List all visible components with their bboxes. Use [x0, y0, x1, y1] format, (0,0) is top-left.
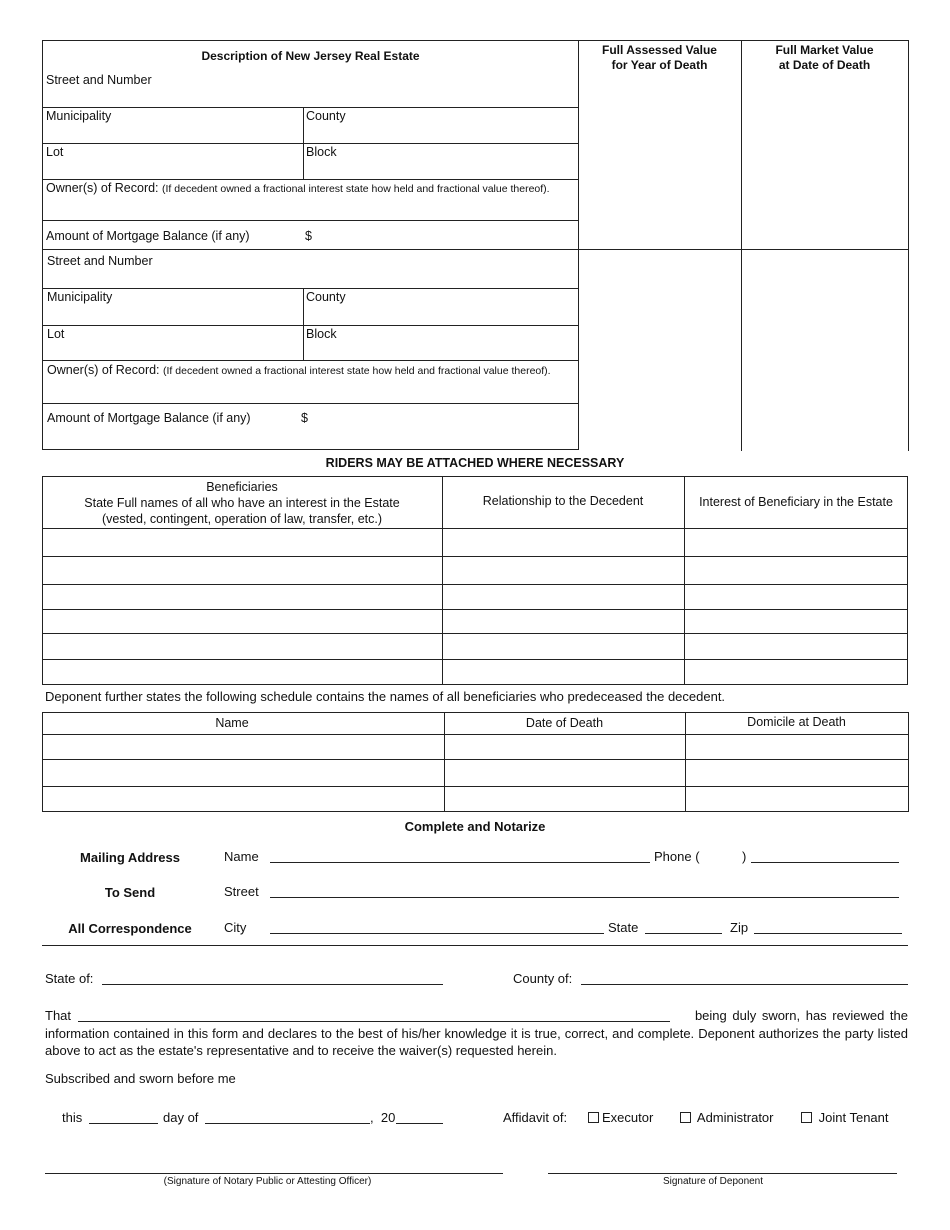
joint-tenant-option[interactable] — [801, 1110, 889, 1125]
market-value-header: Full Market Value at Date of Death — [775, 43, 874, 72]
joint-tenant-checkbox[interactable] — [801, 1112, 812, 1123]
executor-checkbox[interactable] — [588, 1112, 599, 1123]
name-header: Name — [215, 716, 249, 730]
administrator-option[interactable] — [680, 1110, 773, 1125]
phone-label: Phone ( — [654, 849, 700, 864]
year-field[interactable] — [396, 1123, 443, 1124]
assessed-value-header: Full Assessed Value for Year of Death — [602, 43, 717, 72]
section-divider — [42, 945, 908, 946]
mailing-zip-label: Zip — [730, 920, 749, 935]
mortgage-label-1: Amount of Mortgage Balance (if any) — [46, 229, 250, 243]
riders-title: RIDERS MAY BE ATTACHED WHERE NECESSARY — [325, 456, 625, 470]
year-prefix: , 20 — [370, 1110, 396, 1125]
mortgage-dollar-2: $ — [301, 411, 308, 425]
mailing-state-label: State — [608, 920, 639, 935]
notary-signature-label: (Signature of Notary Public or Attesting Officer) — [163, 1176, 372, 1187]
mailing-street-label: Street — [224, 884, 259, 899]
affidavit-of-label: Affidavit of: — [503, 1110, 568, 1125]
day-of-label: day of — [163, 1110, 199, 1125]
owner-note-2: (If decedent owned a fractional interest state how held and fractional value thereof). — [163, 365, 551, 377]
county-label-1: County — [306, 109, 346, 123]
relationship-header: Relationship to the Decedent — [482, 494, 644, 508]
owner-label-1: Owner(s) of Record: — [46, 181, 159, 195]
that-label: That — [45, 1008, 72, 1023]
beneficiaries-sub1: State Full names of all who have an interest in the Estate — [84, 496, 400, 510]
owner-note-1: (If decedent owned a fractional interest state how held and fractional value thereof). — [162, 183, 550, 195]
all-correspondence-label: All Correspondence — [68, 921, 192, 936]
executor-option[interactable] — [588, 1110, 653, 1125]
mailing-address-label: Mailing Address — [80, 850, 180, 865]
mailing-state-field[interactable] — [645, 933, 722, 934]
block-label-1: Block — [306, 145, 337, 159]
this-label: this — [62, 1110, 83, 1125]
mailing-name-field[interactable] — [270, 862, 650, 863]
lot-label-2: Lot — [47, 327, 65, 341]
mailing-city-label: City — [224, 920, 247, 935]
executor-label: Executor — [602, 1110, 654, 1125]
joint-tenant-label: Joint Tenant — [818, 1110, 889, 1125]
mailing-street-field[interactable] — [270, 897, 899, 898]
street-label-2: Street and Number — [47, 254, 153, 268]
predeceased-statement: Deponent further states the following schedule contains the names of all beneficiaries who predeceased the decedent. — [45, 689, 726, 704]
day-field[interactable] — [89, 1123, 158, 1124]
administrator-label: Administrator — [696, 1110, 774, 1125]
beneficiaries-title: Beneficiaries — [206, 480, 278, 494]
state-of-field[interactable] — [102, 984, 443, 985]
deponent-signature-label: Signature of Deponent — [662, 1176, 764, 1187]
notary-signature-line[interactable] — [45, 1173, 503, 1174]
municipality-label-1: Municipality — [46, 109, 112, 123]
lot-label-1: Lot — [46, 145, 64, 159]
county-of-field[interactable] — [581, 984, 908, 985]
mailing-city-field[interactable] — [270, 933, 604, 934]
real-estate-heading: Description of New Jersey Real Estate — [201, 49, 420, 63]
beneficiaries-header — [42, 479, 442, 527]
mortgage-label-2: Amount of Mortgage Balance (if any) — [47, 411, 251, 425]
subscribed-label: Subscribed and sworn before me — [45, 1071, 236, 1086]
county-label-2: County — [306, 290, 346, 304]
to-send-label: To Send — [104, 885, 156, 900]
administrator-checkbox[interactable] — [680, 1112, 691, 1123]
block-label-2: Block — [306, 327, 337, 341]
mailing-name-label: Name — [224, 849, 259, 864]
interest-header: Interest of Beneficiary in the Estate — [699, 495, 893, 509]
sworn-tail: being duly sworn, has reviewed the — [694, 1008, 908, 1023]
owner-record-1 — [46, 181, 550, 195]
beneficiaries-sub2: (vested, contingent, operation of law, transfer, etc.) — [101, 512, 383, 526]
affidavit-paragraph: information contained in this form and declares to the best of his/her knowledge it is true, correct, and complete. Deponent authorizes the party listed above to act as the estate's representative and to receive the waiver(s) requested herein. — [45, 1026, 908, 1058]
domicile-header: Domicile at Death — [747, 715, 846, 729]
state-of-label: State of: — [45, 971, 94, 986]
owner-record-2 — [47, 363, 551, 377]
mortgage-dollar-1: $ — [305, 229, 312, 243]
county-of-label: County of: — [513, 971, 573, 986]
municipality-label-2: Municipality — [47, 290, 113, 304]
deponent-signature-line[interactable] — [548, 1173, 897, 1174]
date-of-death-header: Date of Death — [525, 716, 604, 730]
phone-close-paren: ) — [742, 849, 747, 864]
complete-title: Complete and Notarize — [404, 819, 546, 834]
owner-label-2: Owner(s) of Record: — [47, 363, 160, 377]
deponent-name-field[interactable] — [78, 1021, 670, 1022]
phone-field[interactable] — [751, 862, 899, 863]
mailing-zip-field[interactable] — [754, 933, 902, 934]
street-label-1: Street and Number — [46, 73, 152, 87]
month-field[interactable] — [205, 1123, 370, 1124]
